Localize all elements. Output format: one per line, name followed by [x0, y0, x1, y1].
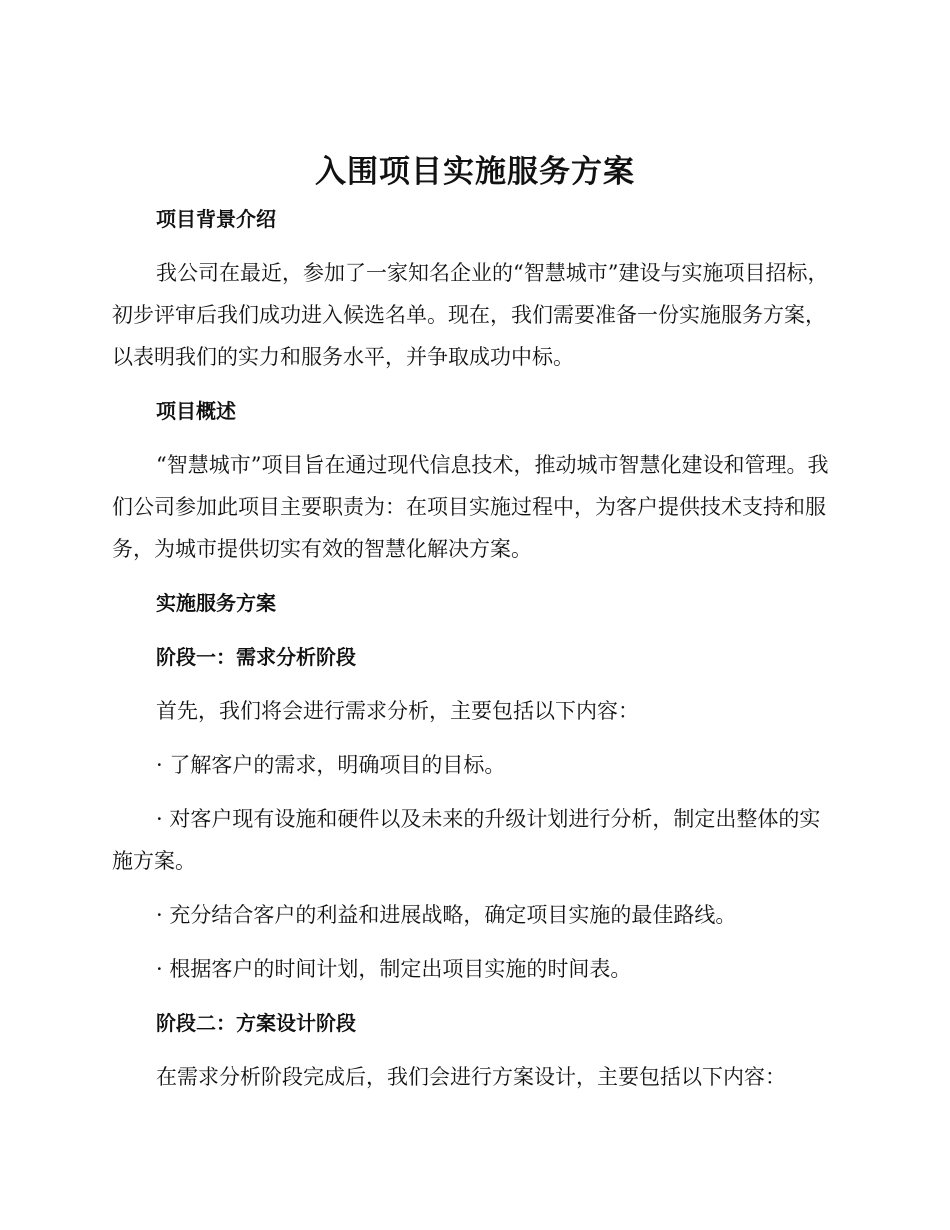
- section-heading-plan: 实施服务方案: [156, 591, 276, 615]
- list-item: · 根据客户的时间计划，制定出项目实施的时间表。: [156, 957, 632, 981]
- document-title: 入围项目实施服务方案: [315, 154, 635, 190]
- paragraph-stage1-intro: 首先，我们将会进行需求分析，主要包括以下内容：: [156, 699, 639, 723]
- section-heading-stage2: 阶段二：方案设计阶段: [156, 1011, 356, 1035]
- list-item: · 充分结合客户的利益和进展战略，确定项目实施的最佳路线。: [156, 903, 737, 927]
- list-item: · 了解客户的需求，明确项目的目标。: [156, 753, 506, 777]
- paragraph-background: 我公司在最近，参加了一家知名企业的“智慧城市”建设与实施项目招标，初步评审后我们成功进入候选名单。现在，我们需要准备一份实施服务方案，以表明我们的实力和服务水平，并争取成功中标。: [112, 261, 829, 369]
- paragraph-stage2-intro: 在需求分析阶段完成后，我们会进行方案设计，主要包括以下内容：: [156, 1065, 786, 1089]
- document-body: [112, 198, 832, 1098]
- section-heading-stage1: 阶段一：需求分析阶段: [156, 645, 356, 669]
- list-item: · 对客户现有设施和硬件以及未来的升级计划进行分析，制定出整体的实施方案。: [112, 807, 821, 873]
- section-heading-background: 项目背景介绍: [156, 207, 276, 231]
- section-heading-overview: 项目概述: [156, 399, 236, 423]
- paragraph-overview: “智慧城市”项目旨在通过现代信息技术，推动城市智慧化建设和管理。我们公司参加此项目主要职责为：在项目实施过程中，为客户提供技术支持和服务，为城市提供切实有效的智慧化解决方案。: [112, 453, 829, 561]
